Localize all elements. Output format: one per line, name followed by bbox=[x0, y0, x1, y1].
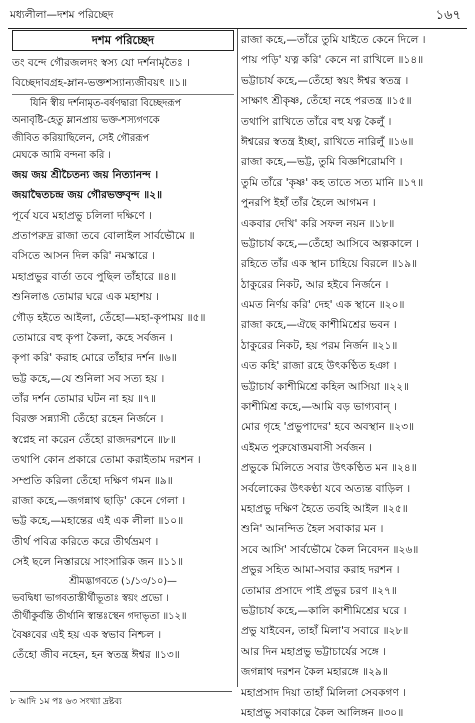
verse-line: শ্রীমদ্ভাগবতে (১/১৩/১০)— bbox=[69, 575, 177, 587]
verse-line: তথাপি রাখিতে তাঁরে বহু যত্ন কৈলুঁ । bbox=[241, 115, 392, 128]
verse-line: জয় জয় শ্রীচৈতন্য জয় নিত্যানন্দ । bbox=[12, 168, 159, 181]
verse-line: ভট্টাচার্য কহে,—কালি কাশীমিশ্রের ঘরে । bbox=[241, 604, 407, 617]
verse-line: তোমার প্রসাদে পাই প্রভুর চরণ ॥২৭॥ bbox=[241, 584, 397, 597]
verse-line: ঠাকুরের নিকট, আর হইবে নির্জনে । bbox=[241, 278, 389, 291]
verse-line: মহাপ্রভু সবাকারে কৈল আলিঙ্গন ॥৩০॥ bbox=[241, 706, 404, 719]
verse-line: রাজা কহে,—ঐছে কাশীমিশ্রের ভবন । bbox=[241, 319, 397, 332]
verse-line: ভট্টাচার্য কাশীমিশ্রে কহিল আসিয়া ॥২২॥ bbox=[241, 380, 410, 393]
column-divider bbox=[237, 29, 238, 687]
right-column bbox=[241, 30, 467, 723]
verse-line: পায় পড়ি' যত্ন করি' কেনে না রাখিলে ॥১৪॥ bbox=[241, 54, 424, 67]
verse-line: শুনি' আনন্দিত হৈল সবাকার মন । bbox=[241, 523, 384, 536]
verse-line: তুমি তাঁরে 'কৃষ্ণ' কহ তাতে সত্য মানি ॥১৭॥ bbox=[241, 176, 424, 189]
verse-line: স্বপ্নেহ না করেন তেঁহো রাজদরশনে ॥৮॥ bbox=[12, 433, 176, 446]
verse-line: জয়াদ্বৈতচন্দ্র জয় গৌরভক্তবৃন্দ ॥২॥ bbox=[12, 189, 163, 202]
verse-line: রাজা কহে,—ভট্ট, তুমি বিজ্ঞশিরোমণি । bbox=[241, 156, 403, 169]
verse-line: তোমারে বহু কৃপা কৈলা, কহে সর্বজন । bbox=[12, 331, 173, 344]
verse-line: মেঘকে আমি বন্দনা করি । bbox=[12, 150, 111, 162]
verse-line: মহাপ্রভু দক্ষিণ হৈতে তবহি আইল ॥২৫॥ bbox=[241, 502, 408, 515]
verse-line: এইমত পুরুষোত্তমবাসী সর্বজন । bbox=[241, 441, 372, 454]
footnote: ৮ আদি ১ম পঃ ৬৩ সংখ্যা দ্রষ্টব্য bbox=[10, 691, 232, 709]
verse-line: তীর্থ পবিত্র করিতে করে তীর্থভ্রমণ । bbox=[12, 535, 159, 548]
verse-line: এমত নির্ণয় করি' দেহ' এক স্থানে ॥২০॥ bbox=[241, 299, 405, 312]
verse-line: মোর গৃহে 'প্রভুপাদের' হবে অবস্থান ॥২৩॥ bbox=[241, 421, 415, 434]
verse-line: গৌড় হইতে আইলা, তেঁহো—মহা-কৃপাময় ॥৫॥ bbox=[12, 311, 206, 324]
verse-line: ভট্ট কহে,—মহান্তের এই এক লীলা ॥১০॥ bbox=[12, 515, 184, 528]
verse-line: জগন্নাথ দরশন কৈল মহারঙ্গে ॥২৯॥ bbox=[241, 666, 388, 679]
verse-line: মহাপ্রসাদ দিয়া তাহাঁ মিলিলা সেবকগণ । bbox=[241, 686, 407, 699]
verse-line: প্রভুর সহিত আমা-সবার করাহ দরশন । bbox=[241, 564, 400, 577]
verse-line: প্রভু যাইবেন, তাহাঁ মিলা'ব সবারে ॥২৮॥ bbox=[241, 625, 409, 638]
page-number: ১৬৭ bbox=[435, 8, 461, 23]
verse-line: বৈষ্ণবের এই হয় এক স্বভাব নিশ্চল । bbox=[12, 629, 162, 642]
verse-line: তীর্থীকুর্বন্তি তীর্থানি স্বান্তঃস্থেন গদাভৃতা ॥১২॥ bbox=[12, 610, 187, 622]
verse-line: বিরক্ত সন্ন্যাসী তেঁহো রহেন নির্জনে । bbox=[12, 413, 164, 426]
verse-line: কাশীমিশ্র কহে,—আমি বড় ভাগ্যবান্ । bbox=[241, 401, 397, 414]
verse-line: এত কহি' রাজা রহে উৎকণ্ঠিত হঞা । bbox=[241, 360, 397, 373]
verse-line: তেঁহো জীব নহেন, হন স্বতন্ত্র ঈশ্বর ॥১৩॥ bbox=[12, 649, 180, 662]
verse-line: কৃপা করি' করাহ মোরে তাঁহার দর্শন ॥৬॥ bbox=[12, 352, 177, 365]
verse-line: তং বন্দে গৌরজলদং স্বস্য যো দর্শনামৃতৈঃ । bbox=[12, 57, 190, 69]
verse-line: ঈশ্বরের স্বতন্ত্র ইচ্ছা, রাখিতে নারিলুঁ ॥১৬॥ bbox=[241, 135, 414, 148]
verse-line: প্রতাপরুদ্র রাজা তবে বোলাইল সার্বভৌমে ॥ bbox=[12, 229, 195, 242]
verse-line: সবে আসি' সার্বভৌমে কৈল নিবেদন ॥২৬॥ bbox=[241, 543, 419, 556]
verse-line: একবার দেখি' করি সফল নয়ন ॥১৮॥ bbox=[241, 217, 395, 230]
verse-line: ঠাকুরের নিকট, হয় পরম নির্জন ॥২১॥ bbox=[241, 339, 398, 352]
verse-line: যিনি স্বীয় দর্শনামৃত-বর্ষণদ্বারা বিচ্ছেদরূপ bbox=[30, 97, 182, 109]
verse-line: শুনিলাঙ তোমার ঘরে এক মহাশয় । bbox=[12, 291, 160, 304]
running-header bbox=[10, 6, 465, 26]
verse-line: রাজা কহে,—জগন্নাথ ছাড়ি' কেনে গেলা । bbox=[12, 495, 186, 508]
verse-line: মহাপ্রভুর বার্তা তবে পুছিল তাঁহারে ॥৪॥ bbox=[12, 270, 177, 283]
verse-line: রহিতে তাঁর এক স্থান চাহিয়ে বিরলে ॥১৯॥ bbox=[241, 258, 418, 271]
verse-line: সেই ছলে নিস্তারয়ে সাংসারিক জন ॥১১॥ bbox=[12, 556, 184, 569]
verse-line: সাক্ষাৎ শ্রীকৃষ্ণ, তেঁহো নহে পরতন্ত্র ॥১৫॥ bbox=[241, 95, 412, 108]
verse-line: আর দিন মহাপ্রভু ভট্টাচার্যের সঙ্গে । bbox=[241, 645, 386, 658]
verse-line: বসিতে আসন দিল করি' নমস্কারে । bbox=[12, 250, 156, 263]
verse-line: তথাপি কোন প্রকারে তোমা করাইতাম দরশন । bbox=[12, 454, 201, 467]
verse-line: রাজা কহে,—তাঁরে তুমি যাইতে কেনে দিলে । bbox=[241, 34, 426, 46]
verse-line: ভবদ্বিধা ভাগবতাস্তীর্থীভূতাঃ স্বয়ং প্রভো । bbox=[12, 593, 169, 605]
verse-line: তাঁর দর্শন তোমার ঘটন না হয় ॥৭॥ bbox=[12, 393, 157, 406]
verse-line: সম্প্রতি করিলা তেঁহো দক্ষিণ গমন ॥৯॥ bbox=[12, 474, 173, 487]
left-column bbox=[12, 30, 234, 666]
verse-line: জীবিত করিয়াছিলেন, সেই গৌররূপ bbox=[12, 132, 150, 144]
chapter-header: মধ্যলীলা—দশম পরিচ্ছেদ bbox=[10, 9, 114, 21]
verse-line: সর্বলোকের উৎকণ্ঠা যবে অত্যন্ত বাড়িল । bbox=[241, 482, 411, 495]
verse-line: ভট্ট কহে,—যে শুনিলা সব সত্য হয় । bbox=[12, 372, 165, 385]
verse-line: অনাবৃষ্টি-হেতু ম্লানপ্রায় ভক্ত-শস্যগণকে bbox=[12, 115, 160, 127]
verse-line: দশম পরিচ্ছেদ bbox=[12, 30, 234, 51]
verse-line: পুনরপি ইহাঁ তাঁর হৈলে আগমন । bbox=[241, 197, 376, 210]
verse-line: বিচ্ছেদাবগ্রহ-ম্লান-ভক্তশস্যান্যজীবয়ৎ ॥১॥ bbox=[12, 73, 234, 94]
verse-line: ভট্টাচার্য কহে,—তেঁহো স্বয়ং ঈশ্বর স্বতন্ত্র । bbox=[241, 74, 409, 87]
verse-line: ভট্টাচার্য কহে,—তেঁহো আসিবে অল্পকালে । bbox=[241, 237, 420, 250]
verse-line: প্রভুকে মিলিতে সবার উৎকণ্ঠিত মন ॥২৪॥ bbox=[241, 462, 417, 475]
verse-line: পূর্বে যবে মহাপ্রভু চলিলা দক্ষিণে । bbox=[12, 209, 152, 222]
